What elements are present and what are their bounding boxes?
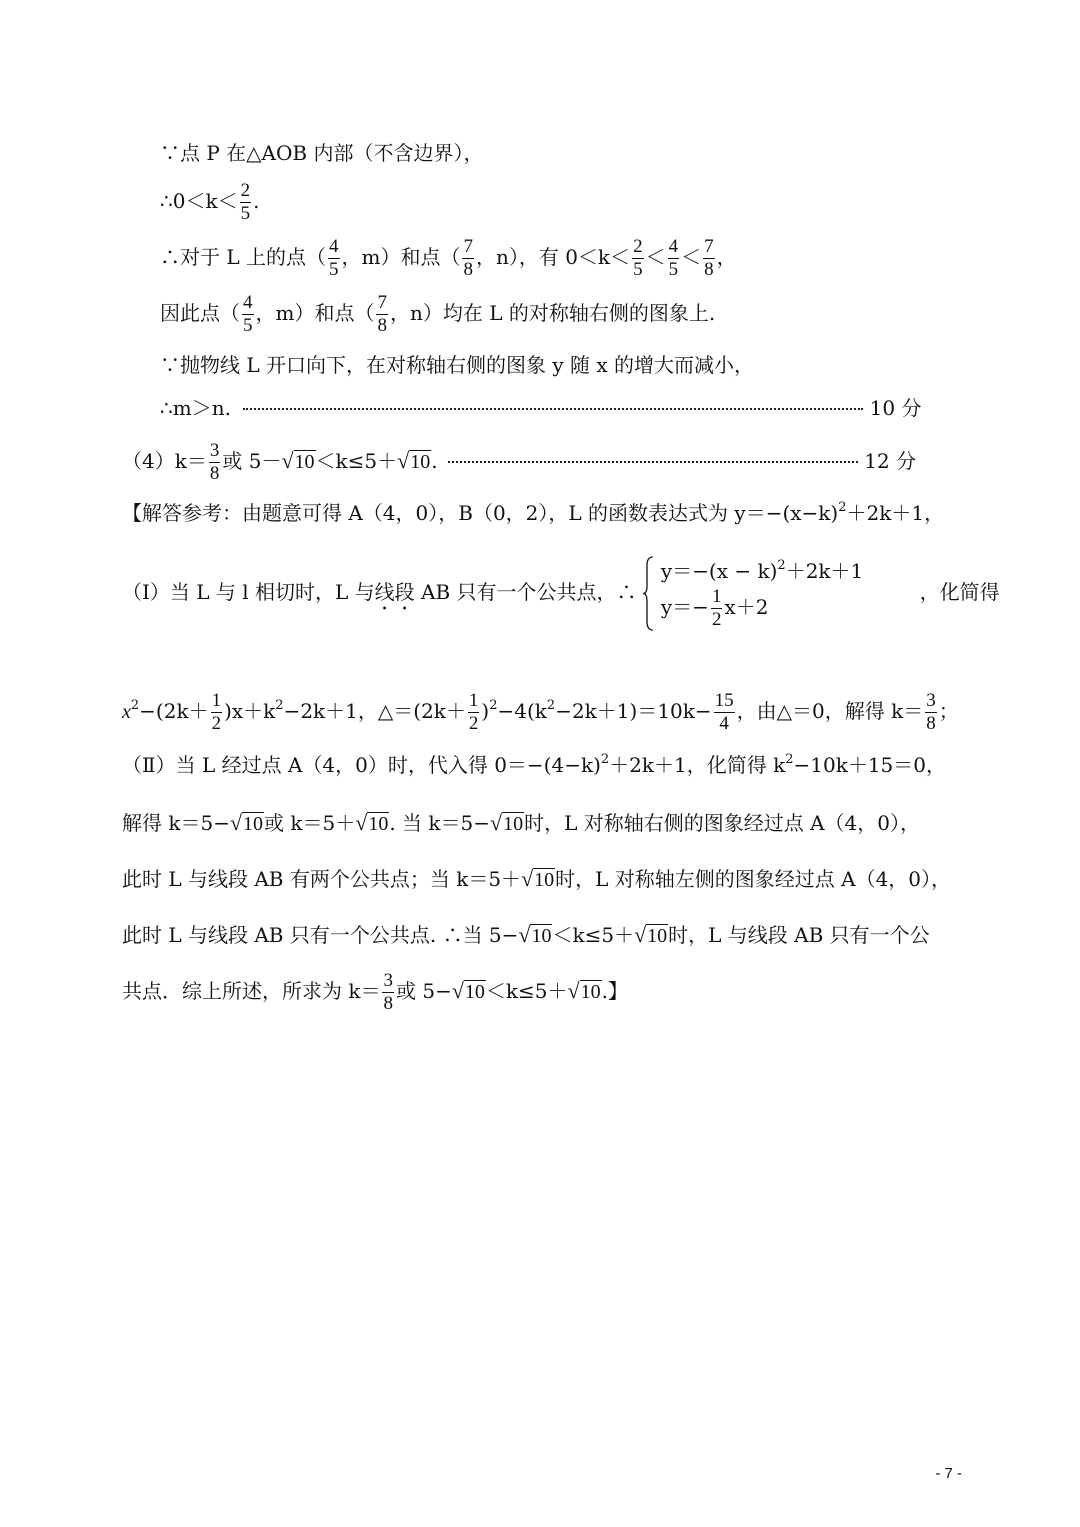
sqrt: √10 <box>451 978 485 1003</box>
equation-row: $y=-(x - k)^2+2k+1$ <box>660 558 864 583</box>
score: 10 分 <box>869 396 922 420</box>
fraction: $\frac{4}{5}$ <box>243 292 253 336</box>
text: 因此点（ <box>160 301 240 325</box>
line-12 <box>122 810 920 837</box>
text: ＜k≤5＋ <box>485 979 568 1003</box>
text: 时，L 对称轴左侧的图象经过点 A（4，0）， <box>555 867 952 891</box>
equation-row: y＝− $\frac{1}{2}$ x＋2 <box>660 586 769 630</box>
sqrt: √10 <box>355 810 389 835</box>
line-9 <box>122 556 1000 631</box>
text: ) <box>481 699 490 723</box>
line-5 <box>160 352 754 378</box>
text: . 当 k＝5− <box>389 811 491 835</box>
text: 或 5－ <box>222 449 282 473</box>
sqrt: √10 <box>634 922 668 947</box>
text: ∵抛物线 L 开口向下，在对称轴右侧的图象 y 随 x 的增大而减小， <box>160 353 755 377</box>
text: ＋2k＋1，化简得 k <box>609 753 786 777</box>
text: ； <box>938 699 959 723</box>
text: ＜k≤5＋ <box>552 923 635 947</box>
fraction: $\frac{7}{8}$ <box>704 236 714 280</box>
page-number: - 7 - <box>935 1465 962 1482</box>
fraction: $\frac{1}{2}$ <box>711 586 722 630</box>
text: AB 只有一个公共点，∴ <box>414 580 637 604</box>
superscript: 2 <box>785 752 794 767</box>
score: 12 分 <box>864 449 917 473</box>
line-8 <box>122 500 944 526</box>
text: ＜k≤5＋ <box>315 449 398 473</box>
text: )x＋k <box>224 699 276 723</box>
text: ，m）和点（ <box>341 245 461 269</box>
text: ∴对于 L 上的点（ <box>160 245 326 269</box>
sqrt: √10 <box>490 810 524 835</box>
line-6 <box>160 395 921 421</box>
text: （Ⅱ）当 L 经过点 A（4，0）时，代入得 0＝−(4−k) <box>122 753 601 777</box>
superscript: 2 <box>600 752 610 767</box>
fraction: $\frac{3}{8}$ <box>209 440 220 484</box>
line-10 <box>122 690 959 735</box>
fraction: $\frac{4}{5}$ <box>329 236 339 280</box>
sqrt: √10 <box>521 866 555 891</box>
text: 此时 L 与线段 AB 有两个公共点；当 k＝5＋ <box>122 867 522 891</box>
brace-icon <box>643 556 655 631</box>
fraction: $\frac{15}{4}$ <box>714 690 734 734</box>
emphasis-text: 线段 <box>374 580 415 604</box>
superscript: 2 <box>489 698 498 713</box>
superscript: 2 <box>275 698 284 713</box>
fraction: $\frac{4}{5}$ <box>668 236 679 280</box>
text: .】 <box>601 979 628 1003</box>
text: 【解答参考：由题意可得 A（4，0），B（0，2），L 的函数表达式为 y＝−(x−k) <box>122 501 839 525</box>
line-2: ∴0＜k＜ $\frac{2}{5}$ . <box>160 180 260 224</box>
text: ，由△＝0，解得 k＝ <box>736 699 924 723</box>
text: 时，L 对称轴右侧的图象经过点 A（4，0）， <box>524 811 920 835</box>
fraction: $\frac{7}{8}$ <box>463 236 473 280</box>
superscript: 2 <box>130 698 140 713</box>
fraction: $\frac{7}{8}$ <box>377 292 387 336</box>
fraction: $\frac{1}{2}$ <box>211 690 222 734</box>
text: （4）k＝ <box>122 449 207 473</box>
text: ，n），有 0＜k＜ <box>475 245 631 269</box>
text: ，n）均在 L 的对称轴右侧的图象上. <box>389 301 716 325</box>
line-13 <box>122 866 951 893</box>
text: 或 5− <box>395 979 452 1003</box>
superscript: 2 <box>838 500 847 515</box>
line-15 <box>122 970 628 1015</box>
fraction: $\frac{2}{5}$ <box>633 236 643 280</box>
sqrt: √10 <box>567 978 601 1003</box>
text: ，m）和点（ <box>255 301 375 325</box>
fraction: $\frac{2}{5}$ <box>240 180 251 224</box>
fraction: $\frac{1}{2}$ <box>468 690 479 734</box>
line-11 <box>122 752 946 778</box>
text: 或 k＝5＋ <box>264 811 356 835</box>
text: −2k＋1)＝10k− <box>555 699 712 723</box>
text: 此时 L 与线段 AB 只有一个公共点. ∴当 5− <box>122 923 519 947</box>
fraction: $\frac{3}{8}$ <box>926 690 936 734</box>
leader-dots <box>448 461 858 463</box>
text: ∵点 P 在△AOB 内部（不含边界）， <box>160 141 484 165</box>
equation-system <box>643 556 863 631</box>
line-3: ∴对于 L 上的点（ $\frac{4}{5}$ ，m）和点（ $\frac{7}{8}$ ，n），有 0＜k＜ $\frac{2}{5}$ ＜ $\frac{4}{5}$ ＜ $\frac{7}{8}$ ， <box>160 236 737 280</box>
text: ＋2k＋1， <box>846 501 945 525</box>
sqrt: √10 <box>229 810 264 835</box>
text: ，化简得 <box>919 580 1000 604</box>
line-1 <box>160 140 483 166</box>
sqrt: √10 <box>397 448 431 473</box>
leader-dots <box>243 408 863 410</box>
text: 共点．综上所述，所求为 k＝ <box>122 979 381 1003</box>
line-7: （4）k＝ $\frac{3}{8}$ 或 5－√10＜k≤5＋√10. 12 分 <box>122 440 917 484</box>
text: −10k＋15＝0， <box>793 753 946 777</box>
sqrt: √10 <box>518 922 552 947</box>
line-4 <box>160 292 715 337</box>
text: 解得 k＝5− <box>122 811 230 835</box>
text: −(2k＋ <box>139 699 209 723</box>
fraction: $\frac{3}{8}$ <box>383 970 393 1014</box>
text: x <box>122 701 131 723</box>
sqrt: √10 <box>281 448 315 473</box>
text: 时，L 与线段 AB 只有一个公 <box>668 923 930 947</box>
superscript: 2 <box>546 698 556 713</box>
text: −2k＋1，△＝(2k＋ <box>283 699 466 723</box>
text: ∴m＞n. <box>160 396 231 420</box>
line-14 <box>122 922 930 949</box>
text: ∴0＜k＜ <box>160 189 238 213</box>
text: −4(k <box>497 699 547 723</box>
text: （I）当 L 与 l 相切时，L 与 <box>122 580 375 604</box>
